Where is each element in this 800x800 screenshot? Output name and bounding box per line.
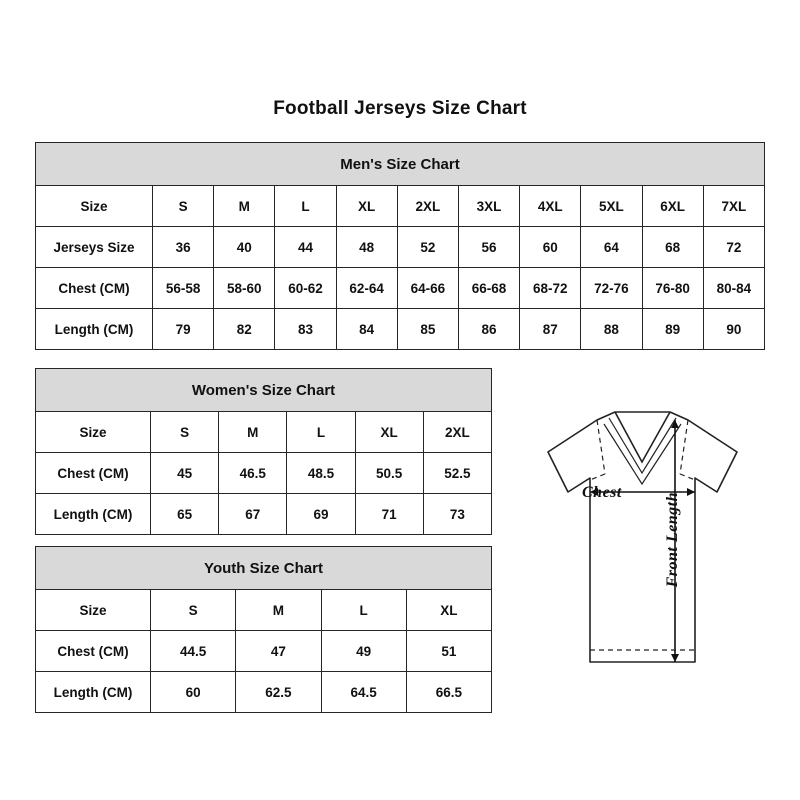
table-cell: 52 (397, 227, 458, 268)
table-row (36, 268, 765, 309)
table-cell: XL (406, 590, 491, 631)
table-row (36, 590, 492, 631)
table-cell: 90 (703, 309, 764, 350)
table-section-header-row (36, 369, 492, 412)
table-row (36, 186, 765, 227)
mens-chart-heading: Men's Size Chart (36, 143, 765, 186)
table-cell: L (275, 186, 336, 227)
table-cell: 60 (520, 227, 581, 268)
table-row (36, 631, 492, 672)
table-cell: 68-72 (520, 268, 581, 309)
table-cell: 60-62 (275, 268, 336, 309)
table-cell: 40 (214, 227, 275, 268)
front-length-measure-label: Front Length (664, 492, 681, 588)
row-label: Length (CM) (36, 309, 153, 350)
row-label: Length (CM) (36, 672, 151, 713)
table-cell: 48.5 (287, 453, 355, 494)
table-cell: 44 (275, 227, 336, 268)
table-cell: M (236, 590, 321, 631)
table-row (36, 453, 492, 494)
table-cell: 86 (458, 309, 519, 350)
table-cell: 50.5 (355, 453, 423, 494)
table-cell: 51 (406, 631, 491, 672)
table-cell: 52.5 (423, 453, 491, 494)
table-cell: 80-84 (703, 268, 764, 309)
table-section-header-row (36, 547, 492, 590)
table-cell: L (287, 412, 355, 453)
womens-chart-heading: Women's Size Chart (36, 369, 492, 412)
row-label: Chest (CM) (36, 631, 151, 672)
table-cell: 64-66 (397, 268, 458, 309)
jersey-measurement-diagram (505, 400, 780, 690)
table-cell: M (214, 186, 275, 227)
table-cell: 56-58 (153, 268, 214, 309)
table-cell: 7XL (703, 186, 764, 227)
table-cell: 72-76 (581, 268, 642, 309)
table-cell: 56 (458, 227, 519, 268)
youth-chart-heading: Youth Size Chart (36, 547, 492, 590)
table-cell: S (151, 412, 219, 453)
table-cell: 84 (336, 309, 397, 350)
table-row (36, 412, 492, 453)
table-cell: 72 (703, 227, 764, 268)
table-cell: L (321, 590, 406, 631)
table-cell: 68 (642, 227, 703, 268)
row-label: Size (36, 186, 153, 227)
table-cell: 62-64 (336, 268, 397, 309)
mens-size-chart-table (35, 142, 765, 350)
table-cell: 2XL (423, 412, 491, 453)
table-cell: 64.5 (321, 672, 406, 713)
table-cell: 49 (321, 631, 406, 672)
table-section-header-row (36, 143, 765, 186)
table-cell: 45 (151, 453, 219, 494)
table-cell: 4XL (520, 186, 581, 227)
table-cell: XL (355, 412, 423, 453)
jersey-shirt-icon (505, 400, 780, 690)
row-label: Size (36, 412, 151, 453)
table-cell: 44.5 (151, 631, 236, 672)
youth-size-chart-table (35, 546, 492, 713)
table-cell: 65 (151, 494, 219, 535)
page-title: Football Jerseys Size Chart (273, 98, 527, 119)
table-cell: 46.5 (219, 453, 287, 494)
table-cell: 3XL (458, 186, 519, 227)
table-cell: 62.5 (236, 672, 321, 713)
table-row (36, 494, 492, 535)
table-cell: 6XL (642, 186, 703, 227)
row-label: Chest (CM) (36, 268, 153, 309)
table-cell: 69 (287, 494, 355, 535)
table-cell: M (219, 412, 287, 453)
table-cell: 48 (336, 227, 397, 268)
table-cell: 88 (581, 309, 642, 350)
table-cell: 58-60 (214, 268, 275, 309)
table-cell: 76-80 (642, 268, 703, 309)
table-cell: 47 (236, 631, 321, 672)
table-cell: 82 (214, 309, 275, 350)
table-row (36, 227, 765, 268)
table-cell: 67 (219, 494, 287, 535)
table-cell: 2XL (397, 186, 458, 227)
row-label: Jerseys Size (36, 227, 153, 268)
table-cell: 36 (153, 227, 214, 268)
table-cell: 64 (581, 227, 642, 268)
table-row (36, 672, 492, 713)
table-cell: 79 (153, 309, 214, 350)
table-cell: 85 (397, 309, 458, 350)
table-cell: 66-68 (458, 268, 519, 309)
table-cell: S (151, 590, 236, 631)
table-cell: XL (336, 186, 397, 227)
table-cell: 66.5 (406, 672, 491, 713)
table-cell: S (153, 186, 214, 227)
table-row (36, 309, 765, 350)
table-cell: 60 (151, 672, 236, 713)
row-label: Size (36, 590, 151, 631)
table-cell: 5XL (581, 186, 642, 227)
table-cell: 87 (520, 309, 581, 350)
row-label: Length (CM) (36, 494, 151, 535)
table-cell: 73 (423, 494, 491, 535)
row-label: Chest (CM) (36, 453, 151, 494)
table-cell: 83 (275, 309, 336, 350)
womens-size-chart-table (35, 368, 492, 535)
table-cell: 89 (642, 309, 703, 350)
chest-measure-label: Chest (582, 484, 622, 501)
table-cell: 71 (355, 494, 423, 535)
